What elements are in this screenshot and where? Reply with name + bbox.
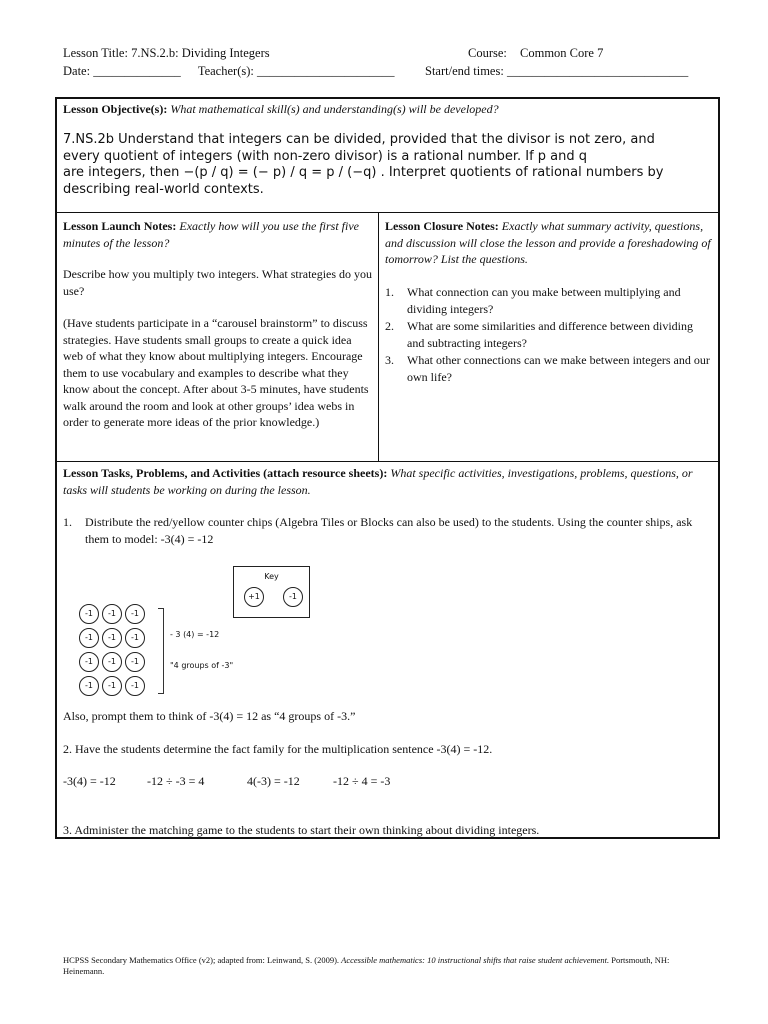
launch-heading	[63, 218, 371, 251]
equation-label: - 3 (4) = -12	[170, 630, 220, 639]
negative-counter-chip: -1	[79, 676, 99, 696]
task-step-3: 3. Administer the matching game to the students to start their own thinking about dividing integers.	[63, 823, 540, 837]
objective-label: Lesson Objective(s):	[63, 102, 168, 116]
negative-counter-chip: -1	[125, 628, 145, 648]
times-label: Start/end times:	[425, 64, 504, 78]
negative-chip: -1	[283, 587, 303, 607]
times-row	[425, 64, 688, 79]
positive-chip: +1	[244, 587, 264, 607]
negative-counter-chip: -1	[125, 652, 145, 672]
negative-counter-chip: -1	[102, 604, 122, 624]
objective-line: every quotient of integers (with non-zero divisor) is a rational number. If p and q	[63, 148, 588, 164]
launch-question: Describe how you multiply two integers. What strategies do you use?	[63, 267, 373, 298]
closure-item: 3. What other connections can we make between integers and our own life?	[385, 353, 710, 384]
citation-title: Accessible mathematics: 10 instructional shifts that raise student achievement.	[341, 955, 610, 965]
teacher-label: Teacher(s):	[197, 64, 254, 78]
negative-counter-chip: -1	[102, 676, 122, 696]
objective-prompt: What mathematical skill(s) and understanding(s) will be developed?	[170, 102, 499, 116]
course-value: Common Core 7	[520, 46, 604, 60]
date-field: ______________	[93, 64, 181, 78]
lesson-title: 7.NS.2.b: Dividing Integers	[131, 46, 270, 60]
closure-prompt: Exactly what summary activity, questions, and discussion will close the lesson and provide a foreshadowing of tomorrow? List the questions.	[385, 219, 711, 266]
fact-item: -3(4) = -12	[63, 774, 116, 788]
citation-source: HCPSS Secondary Mathematics Office (v2); adapted from: Leinwand, S. (2009).	[63, 955, 342, 965]
key-title: Key	[264, 572, 279, 581]
groups-label: "4 groups of -3"	[170, 661, 234, 670]
tasks-prompt: What specific activities, investigations, problems, questions, or tasks will students be working on during the lesson.	[63, 466, 693, 497]
course-label: Course:	[468, 46, 507, 60]
tasks-heading	[63, 465, 713, 498]
negative-counter-chip: -1	[102, 652, 122, 672]
fact-item: 4(-3) = -12	[247, 774, 300, 788]
negative-counter-chip: -1	[125, 604, 145, 624]
negative-counter-chip: -1	[79, 652, 99, 672]
launch-label: Lesson Launch Notes:	[63, 219, 177, 233]
course-row	[468, 46, 603, 61]
row-divider-1	[56, 212, 719, 213]
launch-prompt: Exactly how will you use the first five minutes of the lesson?	[63, 219, 359, 250]
objective-line: 7.NS.2b Understand that integers can be divided, provided that the divisor is not zero, and	[63, 132, 655, 147]
times-field: _____________________________	[506, 64, 689, 78]
key-box	[233, 566, 310, 618]
closure-label: Lesson Closure Notes:	[385, 219, 499, 233]
date-row	[63, 64, 394, 79]
fact-item: -12 ÷ 4 = -3	[333, 774, 391, 788]
launch-activity: (Have students participate in a “carousel brainstorm” to discuss strategies. Have students small groups to create a quick idea web of what they know about multiplying integers. Encourage them to use vocabulary and examples to describe what they know about the concept. After about 3-5 minutes, have students walk around the room and look at other groups’ idea webs in order to generate more ideas of the prior knowledge.)	[63, 316, 369, 429]
objective-standard	[63, 132, 715, 198]
closure-heading	[385, 218, 713, 268]
lesson-title-row	[63, 46, 270, 61]
objective-heading	[63, 101, 713, 118]
closure-list	[385, 284, 713, 385]
column-divider	[378, 212, 379, 461]
task-step-1: 1. Distribute the red/yellow counter chips (Algebra Tiles or Blocks can also be used) to the students. Using the counter ships, ask them to model: -3(4) = -12	[63, 515, 693, 546]
row-divider-2	[56, 461, 719, 462]
lesson-title-label: Lesson Title:	[63, 46, 128, 60]
date-label: Date:	[63, 64, 91, 78]
negative-counter-chip: -1	[125, 676, 145, 696]
closure-item: 1. What connection can you make between multiplying and dividing integers?	[385, 285, 681, 316]
closure-questions	[385, 284, 713, 386]
closure-item: 2. What are some similarities and difference between dividing and subtracting integers?	[385, 319, 694, 350]
fact-item: -12 ÷ -3 = 4	[147, 774, 205, 788]
citation-publisher: Portsmouth, NH: Heinemann.	[63, 955, 670, 976]
task-step-2: 2. Have the students determine the fact family for the multiplication sentence -3(4) = -12.	[63, 742, 493, 756]
tasks-label: Lesson Tasks, Problems, and Activities (attach resource sheets):	[63, 466, 388, 480]
group-brace	[158, 608, 164, 694]
negative-counter-chip: -1	[79, 604, 99, 624]
objective-line: describing real-world contexts.	[63, 181, 264, 197]
objective-line: are integers, then −(p / q) = (− p) / q = p / (−q) . Interpret quotients of rational numbers by	[63, 165, 664, 180]
citation-footer	[63, 955, 703, 977]
negative-counter-chip: -1	[102, 628, 122, 648]
negative-counter-chip: -1	[79, 628, 99, 648]
also-prompt: Also, prompt them to think of -3(4) = 12 as “4 groups of -3.”	[63, 709, 356, 723]
teacher-field: ______________________	[256, 64, 395, 78]
